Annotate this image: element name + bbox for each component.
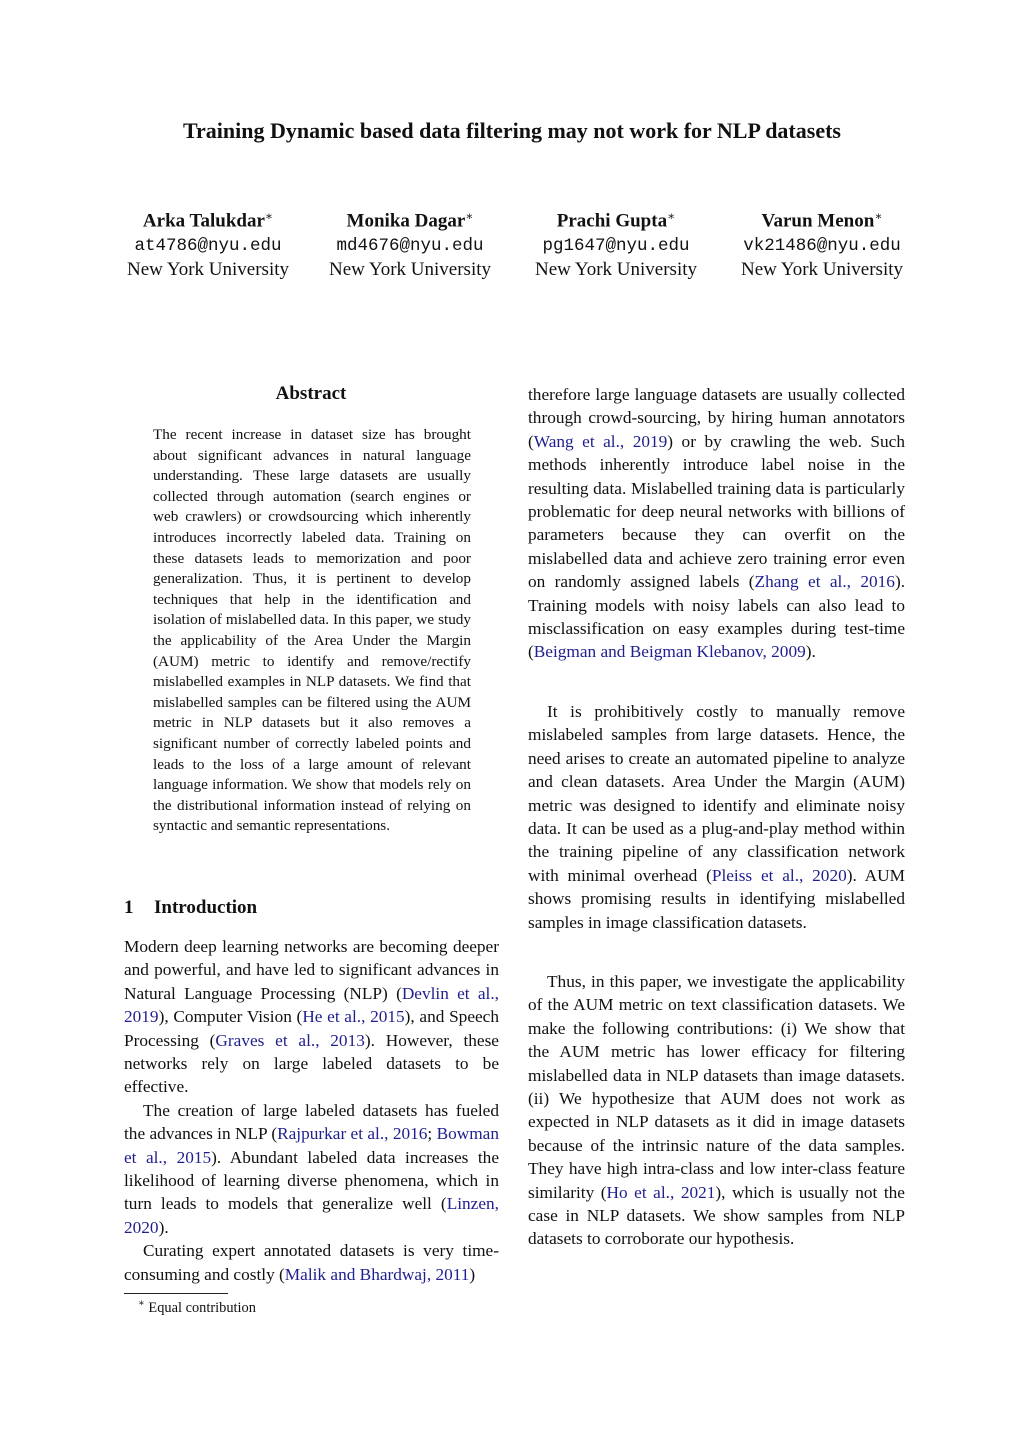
paragraph-text: ), Computer Vision ( [158, 1007, 303, 1027]
intro-paragraph-4 [528, 700, 905, 934]
author-email[interactable]: md4676@nyu.edu [336, 236, 484, 257]
paragraph-text: Thus, in this paper, we investigate the applicability of the AUM metric on text classification datasets. We make the following contributions: (i) We show that the AUM metric has lower efficacy for filtering mislabelled data in NLP datasets than image datasets. (ii) We hypothesize that AUM does not work as expected in NLP datasets as it did in image datasets because of the intrinsic nature of the data samples. They have high intra-class and low inter-class feature similarity ( [528, 971, 905, 1202]
abstract-heading: Abstract [275, 383, 347, 404]
author-block-2 [310, 204, 510, 282]
footnote-divider [124, 1293, 228, 1294]
paragraph-text: The creation of large labeled datasets has fueled the advances in NLP ( [124, 1100, 499, 1144]
equal-contribution-mark: ∗ [667, 209, 676, 223]
citation-link[interactable]: Devlin et al., 2019 [124, 983, 499, 1027]
citation-link[interactable]: He et al., 2015 [302, 1007, 405, 1027]
footnote-mark: ∗ [138, 1298, 145, 1309]
paragraph-text: ) [469, 1264, 476, 1284]
paragraph-text: Modern deep learning networks are becoming deeper and powerful, and have led to significant advances in Natural Language Processing (NLP) ( [124, 937, 499, 1003]
author-affiliation: New York University [126, 259, 290, 281]
paragraph-text: ; [427, 1124, 437, 1144]
paragraph-text: ). [805, 642, 816, 662]
intro-paragraph-3 [124, 1239, 499, 1286]
author-affiliation: New York University [534, 259, 698, 281]
equal-contribution-mark: ∗ [465, 209, 474, 223]
paragraph-text: ). Training models with noisy labels can also lead to misclassification on easy examples during test-time ( [528, 572, 906, 662]
paragraph-text: ) or by crawling the web. Such methods inherently introduce label noise in the resulting data. Mislabelled training data is particularly problematic for deep neural networks with billions of parameters because they can overfit on the mislabelled data and achieve zero training error even on randomly assigned labels ( [528, 431, 905, 592]
citation-link[interactable]: Wang et al., 2019 [533, 431, 668, 451]
abstract-text: The recent increase in dataset size has brought about significant advances in natural language understanding. These large datasets are usually collected through automation (search engines or web crawlers) or crowdsourcing which inherently introduces incorrectly labeled data. Training on these datasets leads to memorization and poor generalization. Thus, it is pertinent to develop techniques that help in the identification and isolation of mislabelled data. In this paper, we study the applicability of the Area Under the Margin (AUM) metric to identify and remove/rectify mislabelled examples in NLP datasets. We find that mislabelled samples can be filtered using the AUM metric in NLP datasets but it also removes a significant number of correctly labeled points and leads to the loss of a large amount of relevant language information. We show that models rely on the distributional information instead of relying on syntactic and semantic representations. [153, 426, 471, 835]
section-title: Introduction [154, 897, 258, 918]
citation-link[interactable]: Linzen, 2020 [124, 1194, 499, 1237]
equal-contribution-mark: ∗ [874, 209, 883, 223]
paper-title: Training Dynamic based data filtering may not work for NLP datasets [183, 118, 841, 143]
author-name: Arka Talukdar [142, 210, 265, 232]
author-name: Varun Menon [761, 210, 875, 232]
intro-paragraph-3-continued [528, 383, 905, 664]
footnote [138, 1298, 256, 1317]
author-block-1 [108, 204, 308, 282]
author-name: Prachi Gupta [556, 210, 668, 232]
paragraph-text: ), which is usually not the case in NLP datasets. We show samples from NLP datasets to corroborate our hypothesis. [528, 1182, 905, 1249]
author-affiliation: New York University [328, 259, 492, 281]
intro-paragraph-2 [124, 1099, 499, 1239]
citation-link[interactable]: Bowman et al., 2015 [124, 1124, 499, 1167]
intro-paragraph-1 [124, 935, 499, 1099]
right-column-body [528, 383, 905, 1251]
citation-link[interactable]: Pleiss et al., 2020 [711, 865, 847, 885]
paragraph-text: Curating expert annotated datasets is very time-consuming and costly ( [124, 1241, 499, 1284]
paragraph-text: ). However, these networks rely on large labeled datasets to be effective. [124, 1030, 499, 1097]
paragraph-text: ). Abundant labeled data increases the likelihood of learning diverse phenomena, which in turn leads to models that generalize well ( [124, 1147, 499, 1214]
citation-link[interactable]: Ho et al., 2021 [606, 1182, 716, 1202]
citation-link[interactable]: Beigman and Beigman Klebanov, 2009 [533, 642, 806, 662]
paragraph-text: ). [158, 1217, 169, 1237]
citation-link[interactable]: Rajpurkar et al., 2016 [277, 1124, 428, 1144]
citation-link[interactable]: Malik and Bhardwaj, 2011 [284, 1264, 470, 1284]
author-email[interactable]: pg1647@nyu.edu [542, 236, 690, 257]
citation-link[interactable]: Graves et al., 2013 [215, 1030, 365, 1050]
author-block-3 [516, 204, 716, 282]
author-block-4 [722, 204, 922, 282]
author-email[interactable]: vk21486@nyu.edu [743, 236, 901, 257]
citation-link[interactable]: Zhang et al., 2016 [754, 572, 895, 592]
paragraph-text: therefore large language datasets are usually collected through crowd-sourcing, by hiring human annotators ( [528, 385, 905, 451]
section-number: 1 [124, 897, 134, 918]
author-email[interactable]: at4786@nyu.edu [134, 236, 282, 257]
paragraph-text: It is prohibitively costly to manually remove mislabeled samples from large datasets. Hence, the need arises to create an automated pipeline to analyze and clean datasets. Area Under the Margin (AUM) metric was designed to identify and eliminate noisy data. It can be used as a plug-and-play method within the training pipeline of any classification network with minimal overhead ( [528, 701, 905, 885]
intro-paragraph-5 [528, 970, 905, 1251]
paragraph-text: ). AUM shows promising results in identifying mislabelled samples in image classification datasets. [528, 865, 905, 932]
section-heading-introduction [124, 897, 498, 919]
author-affiliation: New York University [740, 259, 904, 281]
paragraph-text: ), and Speech Processing ( [124, 1007, 499, 1050]
equal-contribution-mark: ∗ [264, 209, 274, 223]
footnote-text: Equal contribution [148, 1299, 256, 1316]
left-column-body [124, 935, 499, 1286]
author-name: Monika Dagar [346, 210, 466, 232]
